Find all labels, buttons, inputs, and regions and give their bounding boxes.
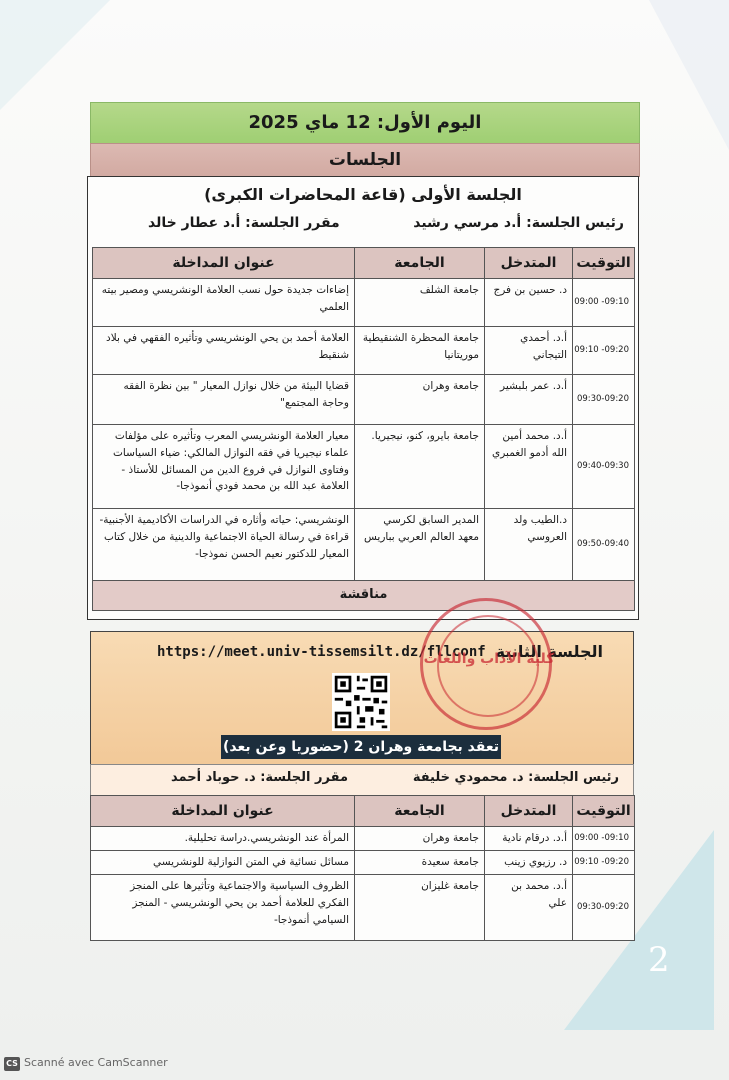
session-two-rapporteur: مقرر الجلسة: د. حوباد أحمد (171, 770, 349, 785)
scanner-watermark (4, 1056, 168, 1071)
row-title: إضاءات جديدة حول نسب العلامة الونشريسي ومصير بيته العلمي (93, 279, 355, 327)
stamp-label: كلية الآداب واللغات (423, 651, 555, 667)
row-time: 09:10- 09:00 (573, 827, 635, 851)
corner-decoration (0, 0, 110, 110)
table-header-row (91, 796, 635, 827)
table-row (93, 509, 635, 581)
header-time: التوقيت (573, 796, 635, 827)
row-university: جامعة بايرو، كنو، نيجيريا. (355, 425, 485, 509)
header-time: التوقيت (573, 248, 635, 279)
header-university: الجامعة (355, 796, 485, 827)
table-row (93, 327, 635, 375)
row-time: 09:20- 09:10 (573, 851, 635, 875)
row-title: المرأة عند الونشريسي.دراسة تحليلية. (91, 827, 355, 851)
row-speaker: د.الطيب ولد العروسي (485, 509, 573, 581)
row-university: جامعة وهران (355, 375, 485, 425)
session-one-rapporteur: مقرر الجلسة: أ.د عطار خالد (148, 215, 340, 231)
session-two-chair: رئيس الجلسة: د. محمودي خليفة (412, 770, 619, 785)
row-university: جامعة غليزان (355, 875, 485, 941)
row-title: الونشريسي: حياته وأثاره في الدراسات الأكاديمية الأجنبية- قراءة في رسالة الحياة الاجتماعية والدينية من خلال كتاب المعيار للدكتور نعيم الحسن نموذجا- (93, 509, 355, 581)
row-title: معيار العلامة الونشريسي المعرب وتأثيره على مؤلفات علماء نيجيريا في فقه النوازل المالكي: ضياء السياسات وفتاوى النوازل في فروع الدين من المسائل للأستاذ - العلامة عبد الله بن محمد فودي أنموذجا- (93, 425, 355, 509)
row-time: 09:50-09:40 (573, 509, 635, 581)
row-title: الظروف السياسية والاجتماعية وتأثيرها على المنجز الفكري للعلامة أحمد بن يحي الونشريسي - المنجز السيامي أنموذجا- (91, 875, 355, 941)
header-title: عنوان المداخلة (91, 796, 355, 827)
table-row (91, 875, 635, 941)
scanner-label: Scanné avec CamScanner (24, 1056, 168, 1069)
page-number: 2 (648, 940, 670, 980)
row-university: جامعة وهران (355, 827, 485, 851)
table-row (93, 425, 635, 509)
session-one-table (92, 247, 635, 611)
header-title: عنوان المداخلة (93, 248, 355, 279)
row-speaker: أ.د. أحمدي التيجاني (485, 327, 573, 375)
row-time: 09:30-09:20 (573, 375, 635, 425)
row-university: المدير السابق لكرسي معهد العالم العربي بباريس (355, 509, 485, 581)
session-two-title: الجلسة الثانية (495, 642, 603, 661)
row-title: مسائل نسائية في المتن النوازلية للونشريسي (91, 851, 355, 875)
session-one-title: الجلسة الأولى (قاعة المحاضرات الكبرى) (204, 185, 522, 204)
row-title: قضايا البيئة من خلال نوازل المعيار " بين نظرة الفقه وحاجة المجتمع" (93, 375, 355, 425)
row-speaker: د. حسين بن فرج (485, 279, 573, 327)
row-time: 09:20- 09:10 (573, 327, 635, 375)
discussion-label: مناقشة (93, 581, 635, 611)
row-speaker: د. رزيوي زينب (485, 851, 573, 875)
camscanner-logo-icon: CS (4, 1057, 20, 1071)
header-university: الجامعة (355, 248, 485, 279)
row-speaker: أ.د. محمد بن علي (485, 875, 573, 941)
table-row (91, 827, 635, 851)
table-row (93, 279, 635, 327)
row-university: جامعة سعيدة (355, 851, 485, 875)
row-speaker: أ.د. درقام نادية (485, 827, 573, 851)
institution-stamp-icon (420, 598, 555, 730)
table-row (91, 851, 635, 875)
sessions-header: الجلسات (90, 143, 640, 177)
day-title: اليوم الأول: 12 ماي 2025 (90, 102, 640, 144)
header-speaker: المتدخل (485, 796, 573, 827)
session-two-officials (90, 764, 634, 796)
session-two-location: تعقد بجامعة وهران 2 (حضوريا وعن بعد) (221, 735, 501, 759)
table-header-row (93, 248, 635, 279)
table-row (93, 375, 635, 425)
row-time: 09:30-09:20 (573, 875, 635, 941)
header-speaker: المتدخل (485, 248, 573, 279)
row-university: جامعة الشلف (355, 279, 485, 327)
row-title: العلامة أحمد بن يحي الونشريسي وتأثيره الفقهي في بلاد شنقيط (93, 327, 355, 375)
row-speaker: أ.د. عمر بلبشير (485, 375, 573, 425)
qr-code-icon[interactable] (332, 673, 390, 731)
row-time: 09:40-09:30 (573, 425, 635, 509)
meeting-link[interactable]: https://meet.univ-tissemsilt.dz/fllconf (157, 644, 486, 660)
row-speaker: أ.د. محمد أمين الله أدمو الغمبري (485, 425, 573, 509)
corner-decoration (649, 0, 729, 150)
discussion-row (93, 581, 635, 611)
session-one-chair: رئيس الجلسة: أ.د مرسي رشيد (413, 215, 624, 231)
session-two-table (90, 795, 635, 941)
row-university: جامعة المحظرة الشنقيطية موريتانيا (355, 327, 485, 375)
session-one-box (87, 176, 639, 620)
row-time: 09:10- 09:00 (573, 279, 635, 327)
